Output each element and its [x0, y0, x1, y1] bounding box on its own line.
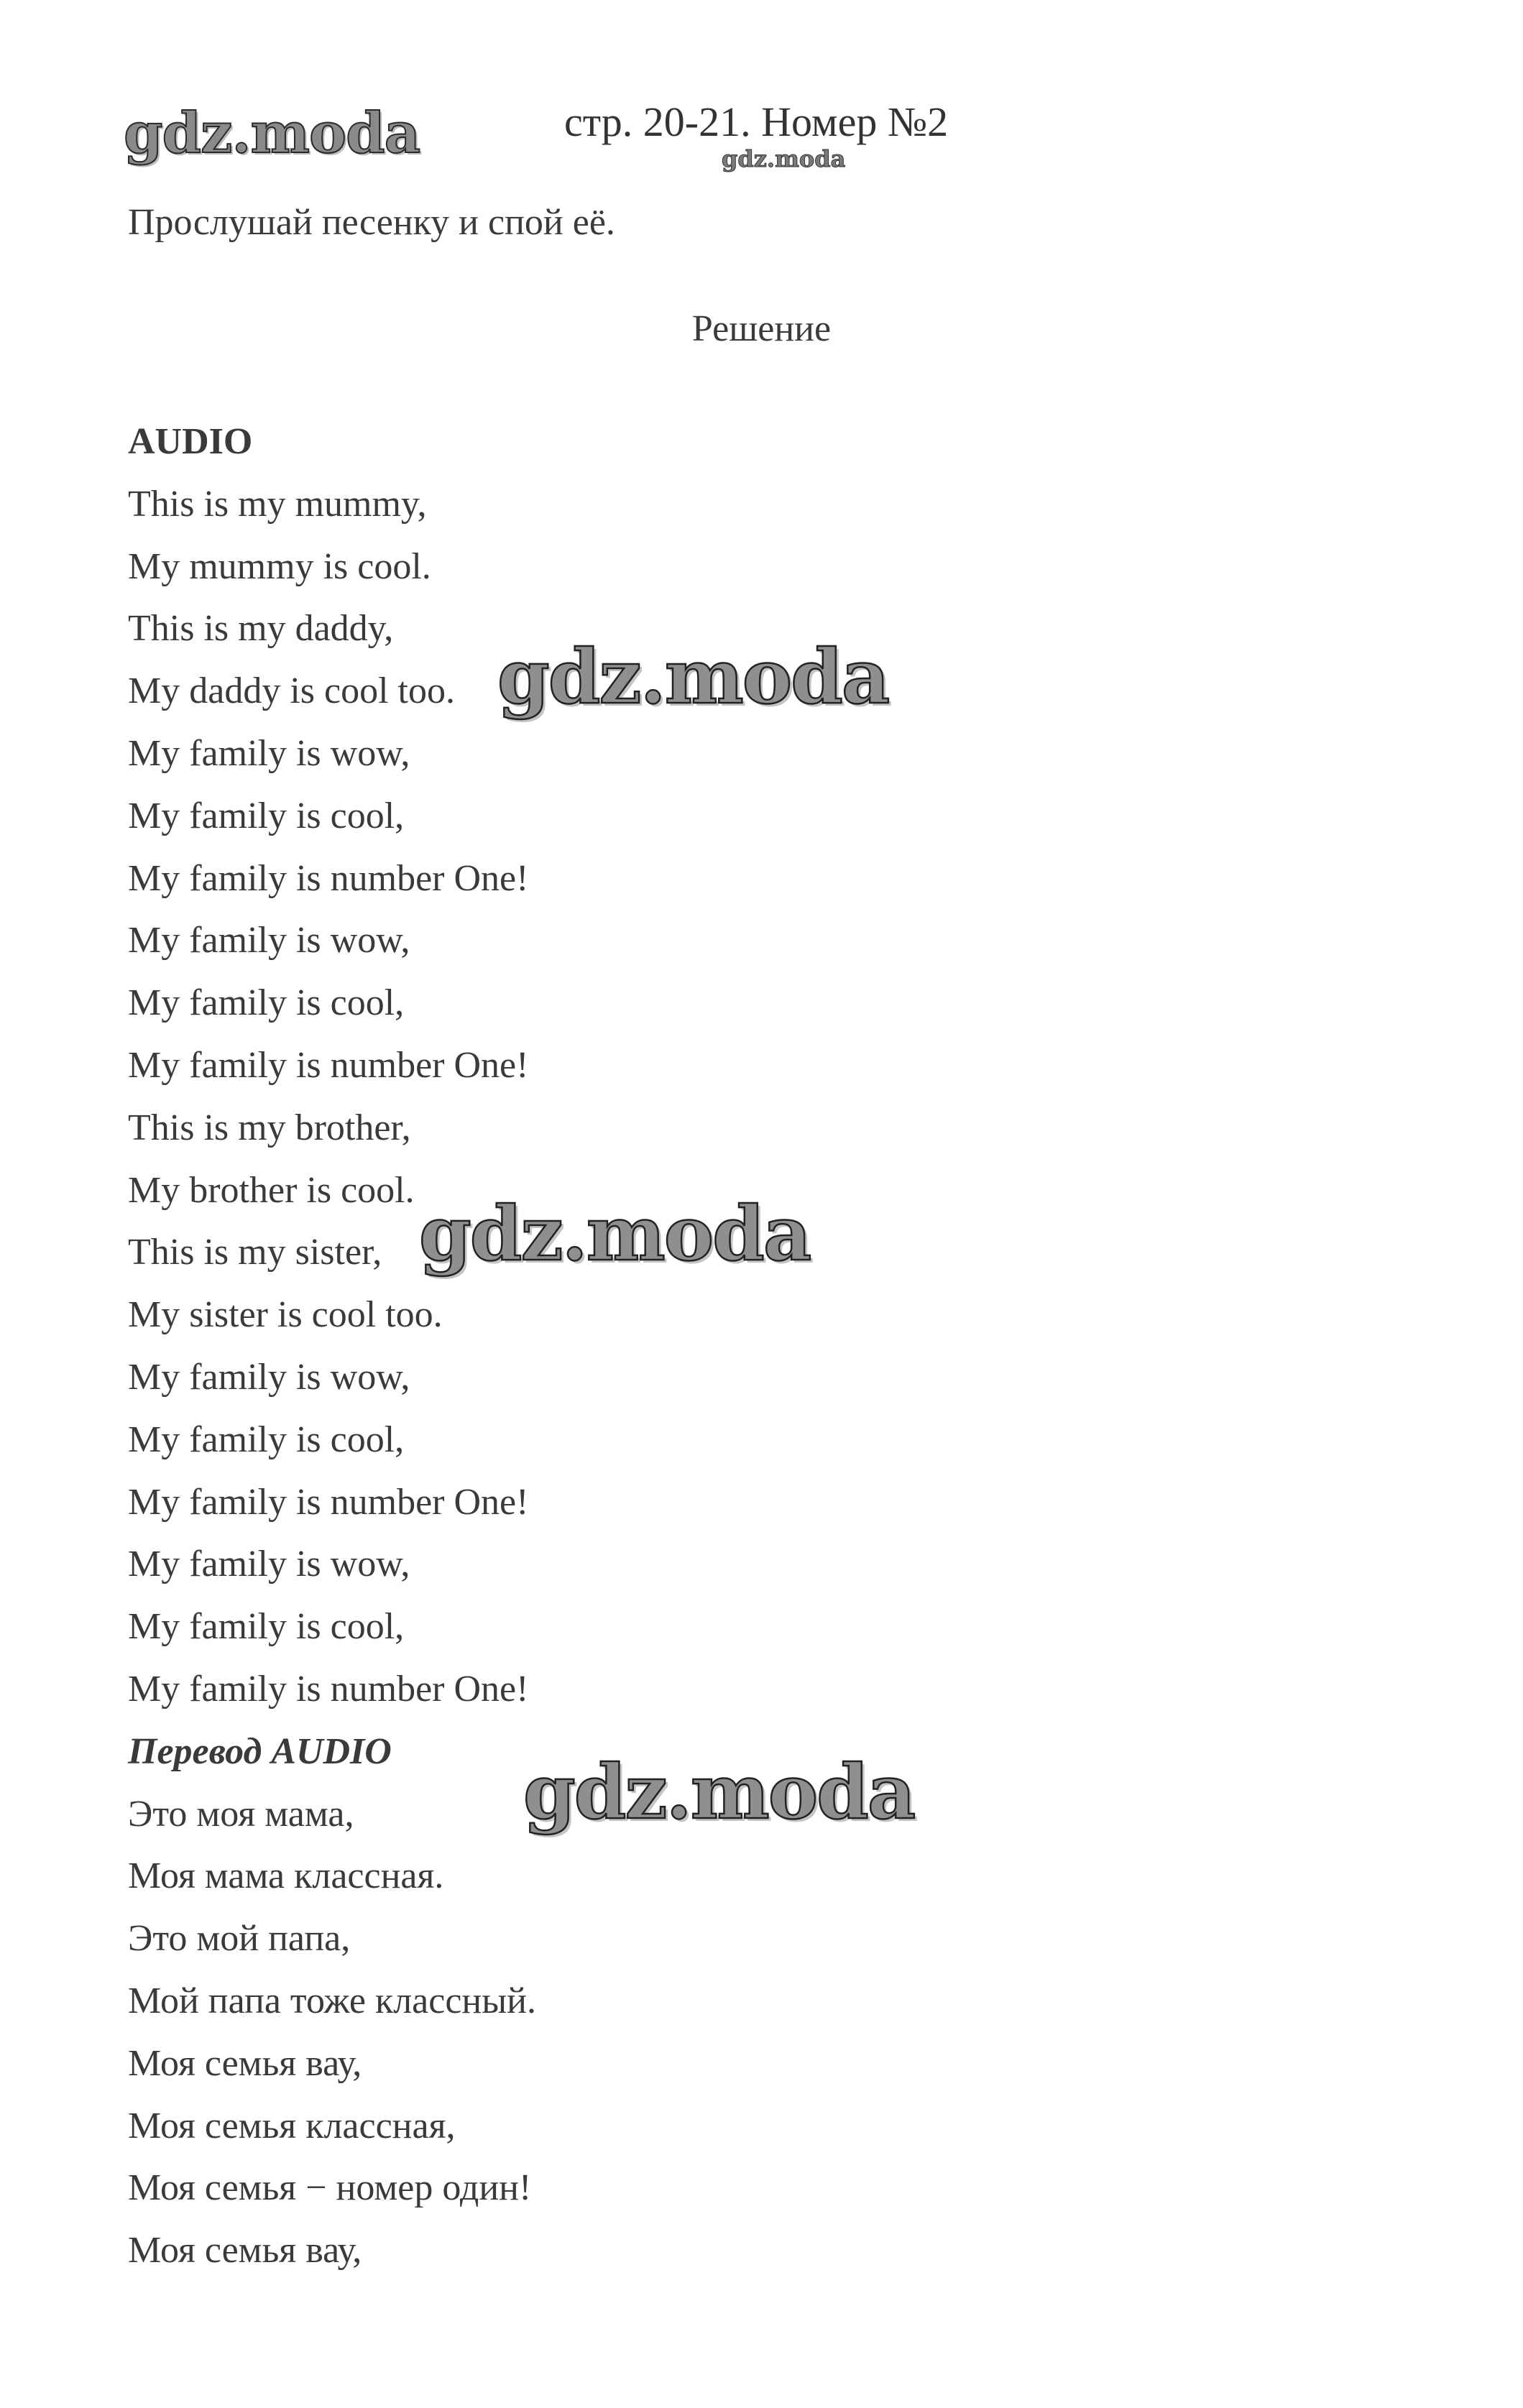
translation-line: Моя мама классная.	[128, 1855, 444, 1897]
lyric-line: My family is cool,	[128, 795, 405, 836]
audio-heading: AUDIO	[128, 421, 253, 462]
translation-line: Это моя мама,	[128, 1793, 354, 1835]
lyric-line: My family is cool,	[128, 982, 405, 1024]
lyric-line: My brother is cool.	[128, 1169, 415, 1211]
translation-heading: Перевод AUDIO	[128, 1730, 392, 1772]
song-lyrics	[128, 411, 536, 2282]
lyric-line: My family is cool,	[128, 1606, 405, 1648]
watermark: gdz.moda	[497, 632, 889, 721]
translation-line: Моя семья классная,	[128, 2105, 456, 2146]
lyric-line: My family is wow,	[128, 1544, 410, 1585]
translation-line: Моя семья вау,	[128, 2042, 362, 2084]
lyric-line: This is my brother,	[128, 1107, 411, 1148]
lyric-line: My sister is cool too.	[128, 1294, 443, 1336]
lyric-line: This is my mummy,	[128, 483, 427, 525]
lyric-line: My family is number One!	[128, 1481, 529, 1523]
translation-line: Это мой папа,	[128, 1918, 351, 1960]
translation-line: Мой папа тоже классный.	[128, 1980, 537, 2021]
lyric-line: My family is number One!	[128, 1044, 529, 1086]
site-logo: gdz.moda	[124, 101, 420, 166]
small-watermark: gdz.moda	[722, 145, 846, 172]
lyric-line: My mummy is cool.	[128, 545, 431, 587]
lyric-line: My daddy is cool too.	[128, 670, 455, 712]
lyric-line: My family is wow,	[128, 732, 410, 774]
lyric-line: This is my daddy,	[128, 608, 394, 650]
lyric-line: This is my sister,	[128, 1232, 382, 1273]
page-title: стр. 20-21. Номер №2	[564, 98, 949, 145]
task-text: Прослушай песенку и спой её.	[128, 202, 615, 243]
watermark: gdz.moda	[419, 1189, 811, 1278]
translation-line: Моя семья вау,	[128, 2230, 362, 2271]
watermark: gdz.moda	[523, 1748, 915, 1836]
lyric-line: My family is wow,	[128, 920, 410, 961]
translation-line: Моя семья − номер один!	[128, 2167, 532, 2209]
lyric-line: My family is cool,	[128, 1418, 405, 1460]
lyric-line: My family is number One!	[128, 1668, 529, 1710]
lyric-line: My family is number One!	[128, 857, 529, 899]
lyric-line: My family is wow,	[128, 1356, 410, 1398]
solution-heading: Решение	[691, 308, 832, 349]
